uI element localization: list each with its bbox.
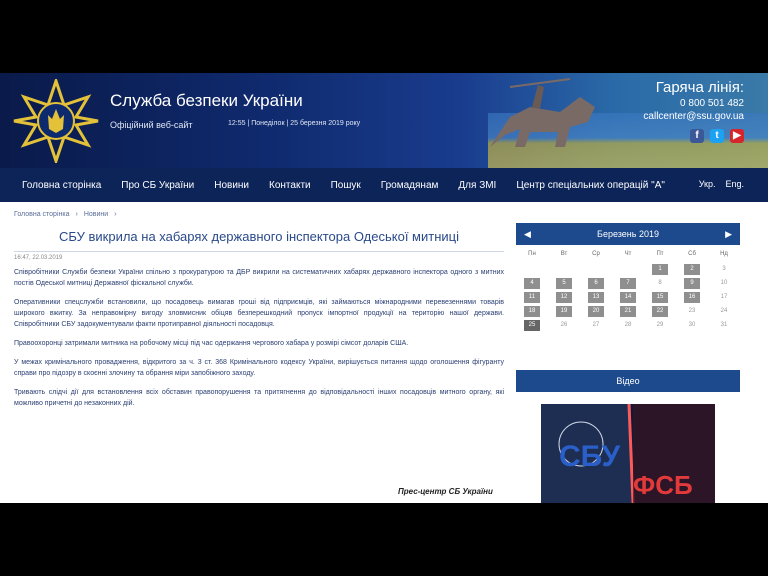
calendar-day: 8 [658,280,662,286]
calendar-day[interactable]: 14 [620,292,636,303]
calendar-day: 24 [720,308,728,314]
cossack-rider-icon [470,77,610,157]
language-switch [699,179,744,189]
calendar-prev-icon[interactable]: ◀ [524,228,531,239]
article-paragraph: Тривають слідчі дії для встановлення всіх обставин правопорушення та притягнення до відповідальності інших посадовців митного органу, які можливо причетні до незаконних дій. [14,389,504,407]
social-links [690,129,744,143]
calendar-weekday: Вт [560,251,568,257]
site-title[interactable]: Служба безпеки України [110,91,303,110]
calendar-day: 17 [720,294,728,300]
nav-citizens[interactable]: Громадянам [380,179,439,191]
article-paragraph: Оперативники спецслужби встановили, що посадовець вимагав гроші від підприємців, які займаються міжнародними перевезеннями товарів широкого вжитку. За неправомірну вигоду зловмисник обіцяв безперешкодний пропуск імпортної продукції на територію нашої держави. Співробітники СБУ задокументували факти протиправної діяльності посадовця. [14,299,504,328]
calendar-day[interactable]: 25 [524,320,540,331]
calendar-grid [516,245,740,331]
calendar-day: 26 [560,322,568,328]
calendar-day[interactable]: 19 [556,306,572,317]
calendar-day: 28 [624,322,632,328]
calendar-next-icon[interactable]: ▶ [725,228,732,239]
site-datetime: 12:55 | Понеділок | 25 березня 2019 року [228,120,361,127]
twitter-icon[interactable]: t [710,129,724,143]
hotline-phone[interactable]: 0 800 501 482 [680,98,744,109]
calendar-header [516,223,740,245]
calendar-day[interactable]: 13 [588,292,604,303]
hotline-block [643,79,744,122]
breadcrumb-separator: › [114,211,117,218]
youtube-icon[interactable]: ▶ [730,129,744,143]
calendar-day: 29 [656,322,664,328]
calendar-day[interactable]: 5 [556,278,572,289]
article-paragraph: У межах кримінального провадження, відкритого за ч. 3 ст. 368 Кримінального кодексу України, вирішується питання щодо оголошення фігуранту справи про підозру в скоєнні злочину та обрання міри запобіжного заходу. [14,359,504,377]
article-meta: 16:47, 22.03.2019 [14,255,63,261]
calendar-day[interactable]: 4 [524,278,540,289]
nav-special-ops[interactable]: Центр спеціальних операцій "А" [516,179,665,191]
calendar-day[interactable]: 11 [524,292,540,303]
calendar-day[interactable]: 6 [588,278,604,289]
calendar-widget [516,223,740,331]
browser-viewport [0,73,768,503]
nav-news[interactable]: Новини [214,179,250,191]
nav-home[interactable]: Головна сторінка [22,179,102,191]
site-header [0,73,768,168]
calendar-weekday: Ср [592,251,600,257]
breadcrumb-news[interactable]: Новини [83,211,109,218]
calendar-day[interactable]: 20 [588,306,604,317]
calendar-weekday: Чт [624,251,632,257]
main-nav [0,168,768,202]
calendar-weekday: Пн [528,251,536,257]
calendar-day: 30 [688,322,696,328]
breadcrumb-separator: › [75,211,78,218]
lang-ukr[interactable]: Укр. [698,179,716,189]
calendar-day[interactable]: 1 [652,264,668,275]
nav-contacts[interactable]: Контакти [269,179,311,191]
calendar-day[interactable]: 15 [652,292,668,303]
article-body [14,267,504,417]
hotline-email[interactable]: callcenter@ssu.gov.ua [643,111,744,122]
facebook-icon[interactable]: f [690,129,704,143]
site-subtitle: Офіційний веб-сайт [110,120,193,130]
calendar-month: Березень 2019 [597,229,659,239]
video-section-header: Відео [516,370,740,392]
calendar-day[interactable]: 21 [620,306,636,317]
calendar-weekday: Нд [720,251,728,257]
calendar-weekday: Пт [656,251,664,257]
video-thumbnail-art [541,404,715,503]
article-title: СБУ викрила на хабарях державного інспектора Одеської митниці [59,229,459,244]
calendar-day: 23 [688,308,696,314]
calendar-day: 3 [722,266,726,272]
nav-media[interactable]: Для ЗМІ [458,179,497,191]
article-paragraph: Правоохоронці затримали митника на робочому місці під час одержання чергового хабара у розмірі сімсот доларів США. [14,340,409,347]
calendar-day: 31 [720,322,728,328]
calendar-day: 27 [592,322,600,328]
nav-about[interactable]: Про СБ України [121,179,195,191]
calendar-day[interactable]: 2 [684,264,700,275]
breadcrumb-home[interactable]: Головна сторінка [14,211,70,218]
calendar-weekday: Сб [688,251,696,257]
calendar-day[interactable]: 7 [620,278,636,289]
hotline-label: Гаряча лінія: [655,79,744,96]
calendar-day[interactable]: 16 [684,292,700,303]
calendar-day[interactable]: 18 [524,306,540,317]
video-caption-fsb: ФСБ [633,470,693,500]
video-caption-ssu: СБУ [559,440,621,473]
calendar-day[interactable]: 9 [684,278,700,289]
article-paragraph: Співробітники Служби безпеки України спільно з прокуратурою та ДБР викрили на систематичних хабарях державного інспектора одного з митних постів Одеської митниці Державної фіскальної служби. [14,269,504,287]
nav-search[interactable]: Пошук [330,179,361,191]
ssu-emblem-icon[interactable] [12,79,100,163]
breadcrumb [14,211,117,218]
video-thumbnail[interactable] [541,404,715,503]
calendar-day: 10 [720,280,728,286]
calendar-day[interactable]: 22 [652,306,668,317]
article-signature: Прес-центр СБ України [398,487,493,496]
lang-eng[interactable]: Eng. [725,179,744,189]
calendar-day[interactable]: 12 [556,292,572,303]
title-divider [14,251,504,252]
